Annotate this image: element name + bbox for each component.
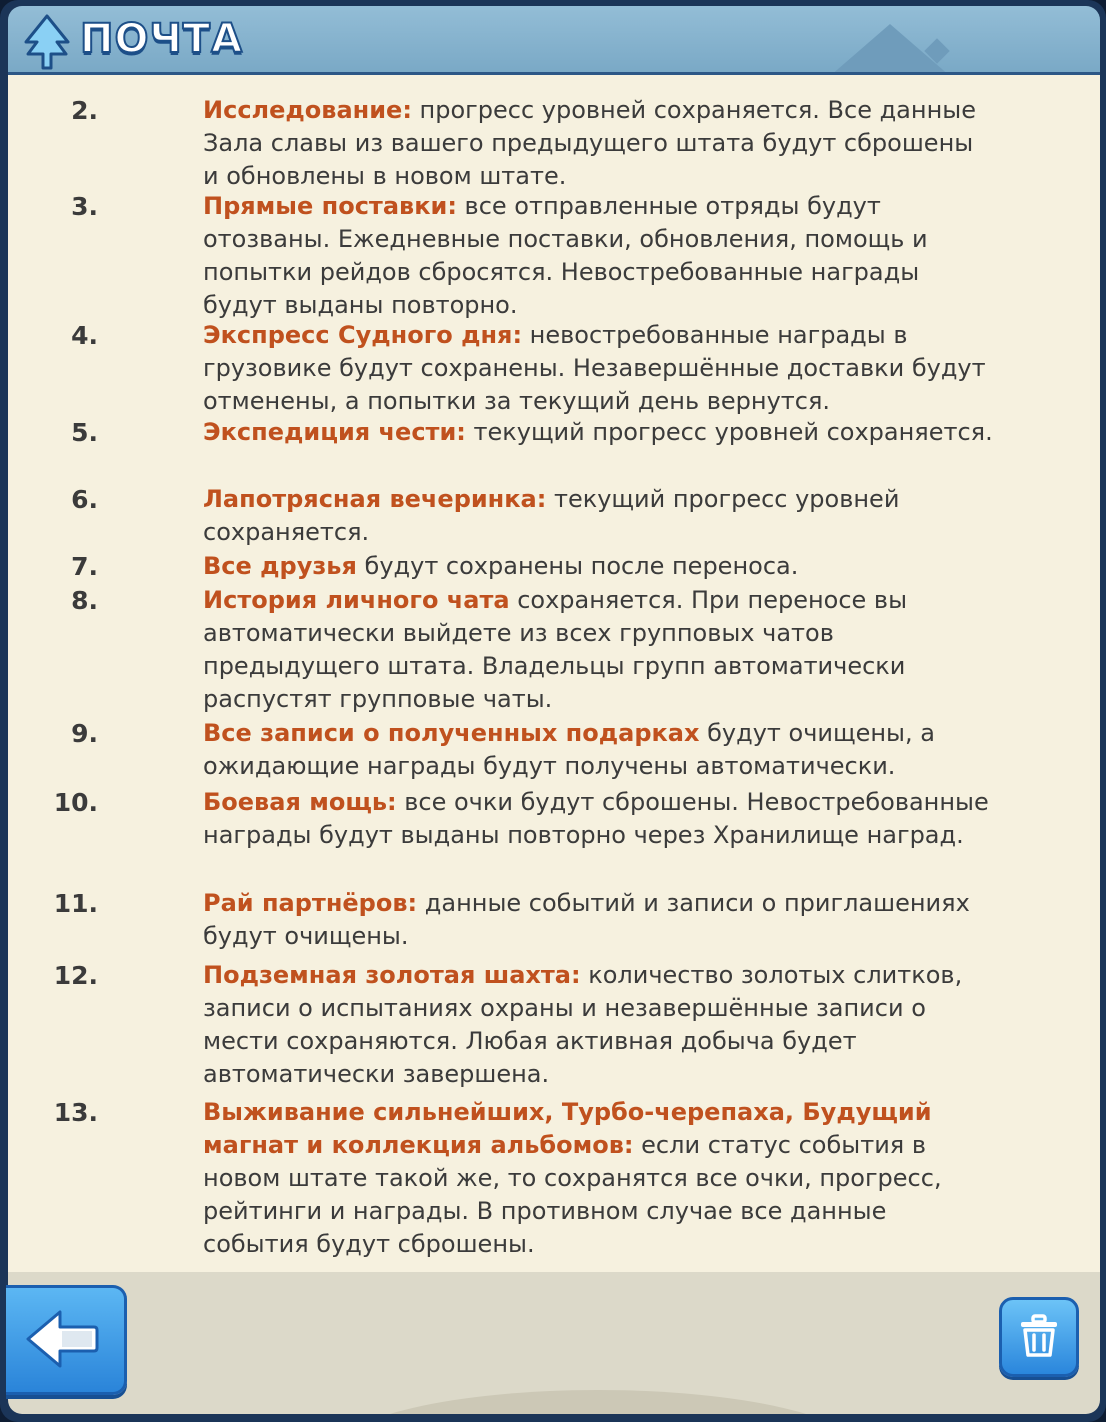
item-number: 11.	[53, 889, 98, 918]
item-text	[203, 786, 993, 852]
item-description: прогресс уровней сохраняется. Все данные Зала славы из вашего предыдущего штата будут сброшены и обновлены в новом штате.	[203, 96, 976, 190]
item-heading: Прямые поставки:	[203, 192, 457, 220]
page-title: ПОЧТА	[80, 16, 244, 62]
item-number: 4.	[71, 321, 98, 350]
item-description: будут очищены, а ожидающие награды будут получены автоматически.	[203, 719, 935, 780]
message-body	[8, 75, 1100, 1272]
trash-icon	[1018, 1314, 1060, 1358]
item-number: 8.	[71, 586, 98, 615]
item-text	[203, 319, 993, 418]
back-arrow-icon	[24, 1308, 100, 1370]
item-text	[203, 959, 993, 1091]
item-number: 10.	[53, 788, 98, 817]
item-heading: Все записи о полученных подарках	[203, 719, 700, 747]
item-number: 2.	[71, 96, 98, 125]
item-heading: Выживание сильнейших, Турбо-черепаха, Будущий магнат и коллекция альбомов:	[203, 1098, 932, 1159]
item-description: количество золотых слитков, записи о испытаниях охраны и незавершённые записи о мести сохраняются. Любая активная добыча будет автоматически завершена.	[203, 961, 963, 1088]
item-description: текущий прогресс уровней сохраняется.	[465, 418, 993, 446]
delete-button[interactable]	[999, 1297, 1079, 1377]
item-number: 7.	[71, 552, 98, 581]
item-number: 5.	[71, 418, 98, 447]
item-description: текущий прогресс уровней сохраняется.	[203, 485, 900, 546]
item-number: 6.	[71, 485, 98, 514]
back-button[interactable]	[6, 1285, 127, 1395]
item-description: невостребованные награды в грузовике будут сохранены. Незавершённые доставки будут отменены, а попытки за текущий день вернутся.	[203, 321, 986, 415]
item-description: все очки будут сброшены. Невостребованные награды будут выданы повторно через Хранилище наград.	[203, 788, 989, 849]
item-text	[203, 717, 993, 783]
item-heading: Все друзья	[203, 552, 357, 580]
item-number: 9.	[71, 719, 98, 748]
item-number: 13.	[53, 1098, 98, 1127]
item-text	[203, 483, 993, 549]
item-text	[203, 584, 993, 716]
item-text	[203, 887, 993, 953]
item-number: 3.	[71, 192, 98, 221]
item-description: данные событий и записи о приглашениях будут очищены.	[203, 889, 970, 950]
item-heading: Исследование:	[203, 96, 412, 124]
item-heading: Боевая мощь:	[203, 788, 397, 816]
item-heading: История личного чата	[203, 586, 510, 614]
item-text	[203, 550, 993, 583]
item-text	[203, 416, 993, 449]
footer-bar	[8, 1272, 1100, 1414]
item-description: будут сохранены после переноса.	[356, 552, 799, 580]
item-text	[203, 94, 993, 193]
item-heading: Экспресс Судного дня:	[203, 321, 523, 349]
header-bar	[8, 6, 1100, 75]
item-text	[203, 190, 993, 322]
item-number: 12.	[53, 961, 98, 990]
tree-icon	[22, 14, 72, 70]
item-heading: Рай партнёров:	[203, 889, 418, 917]
item-heading: Лапотрясная вечеринка:	[203, 485, 547, 513]
item-description: все отправленные отряды будут отозваны. Ежедневные поставки, обновления, помощь и попытки рейдов сбросятся. Невостребованные награды будут выданы повторно.	[203, 192, 928, 319]
item-text	[203, 1096, 993, 1261]
item-heading: Подземная золотая шахта:	[203, 961, 581, 989]
item-description: сохраняется. При переносе вы автоматически выйдете из всех групповых чатов предыдущего штата. Владельцы групп автоматически распустят групповые чаты.	[203, 586, 908, 713]
item-heading: Экспедиция чести:	[203, 418, 466, 446]
hill-decoration	[338, 1390, 858, 1414]
item-description: если статус события в новом штате такой же, то сохранятся все очки, прогресс, рейтинги и награды. В противном случае все данные события будут сброшены.	[203, 1131, 942, 1258]
